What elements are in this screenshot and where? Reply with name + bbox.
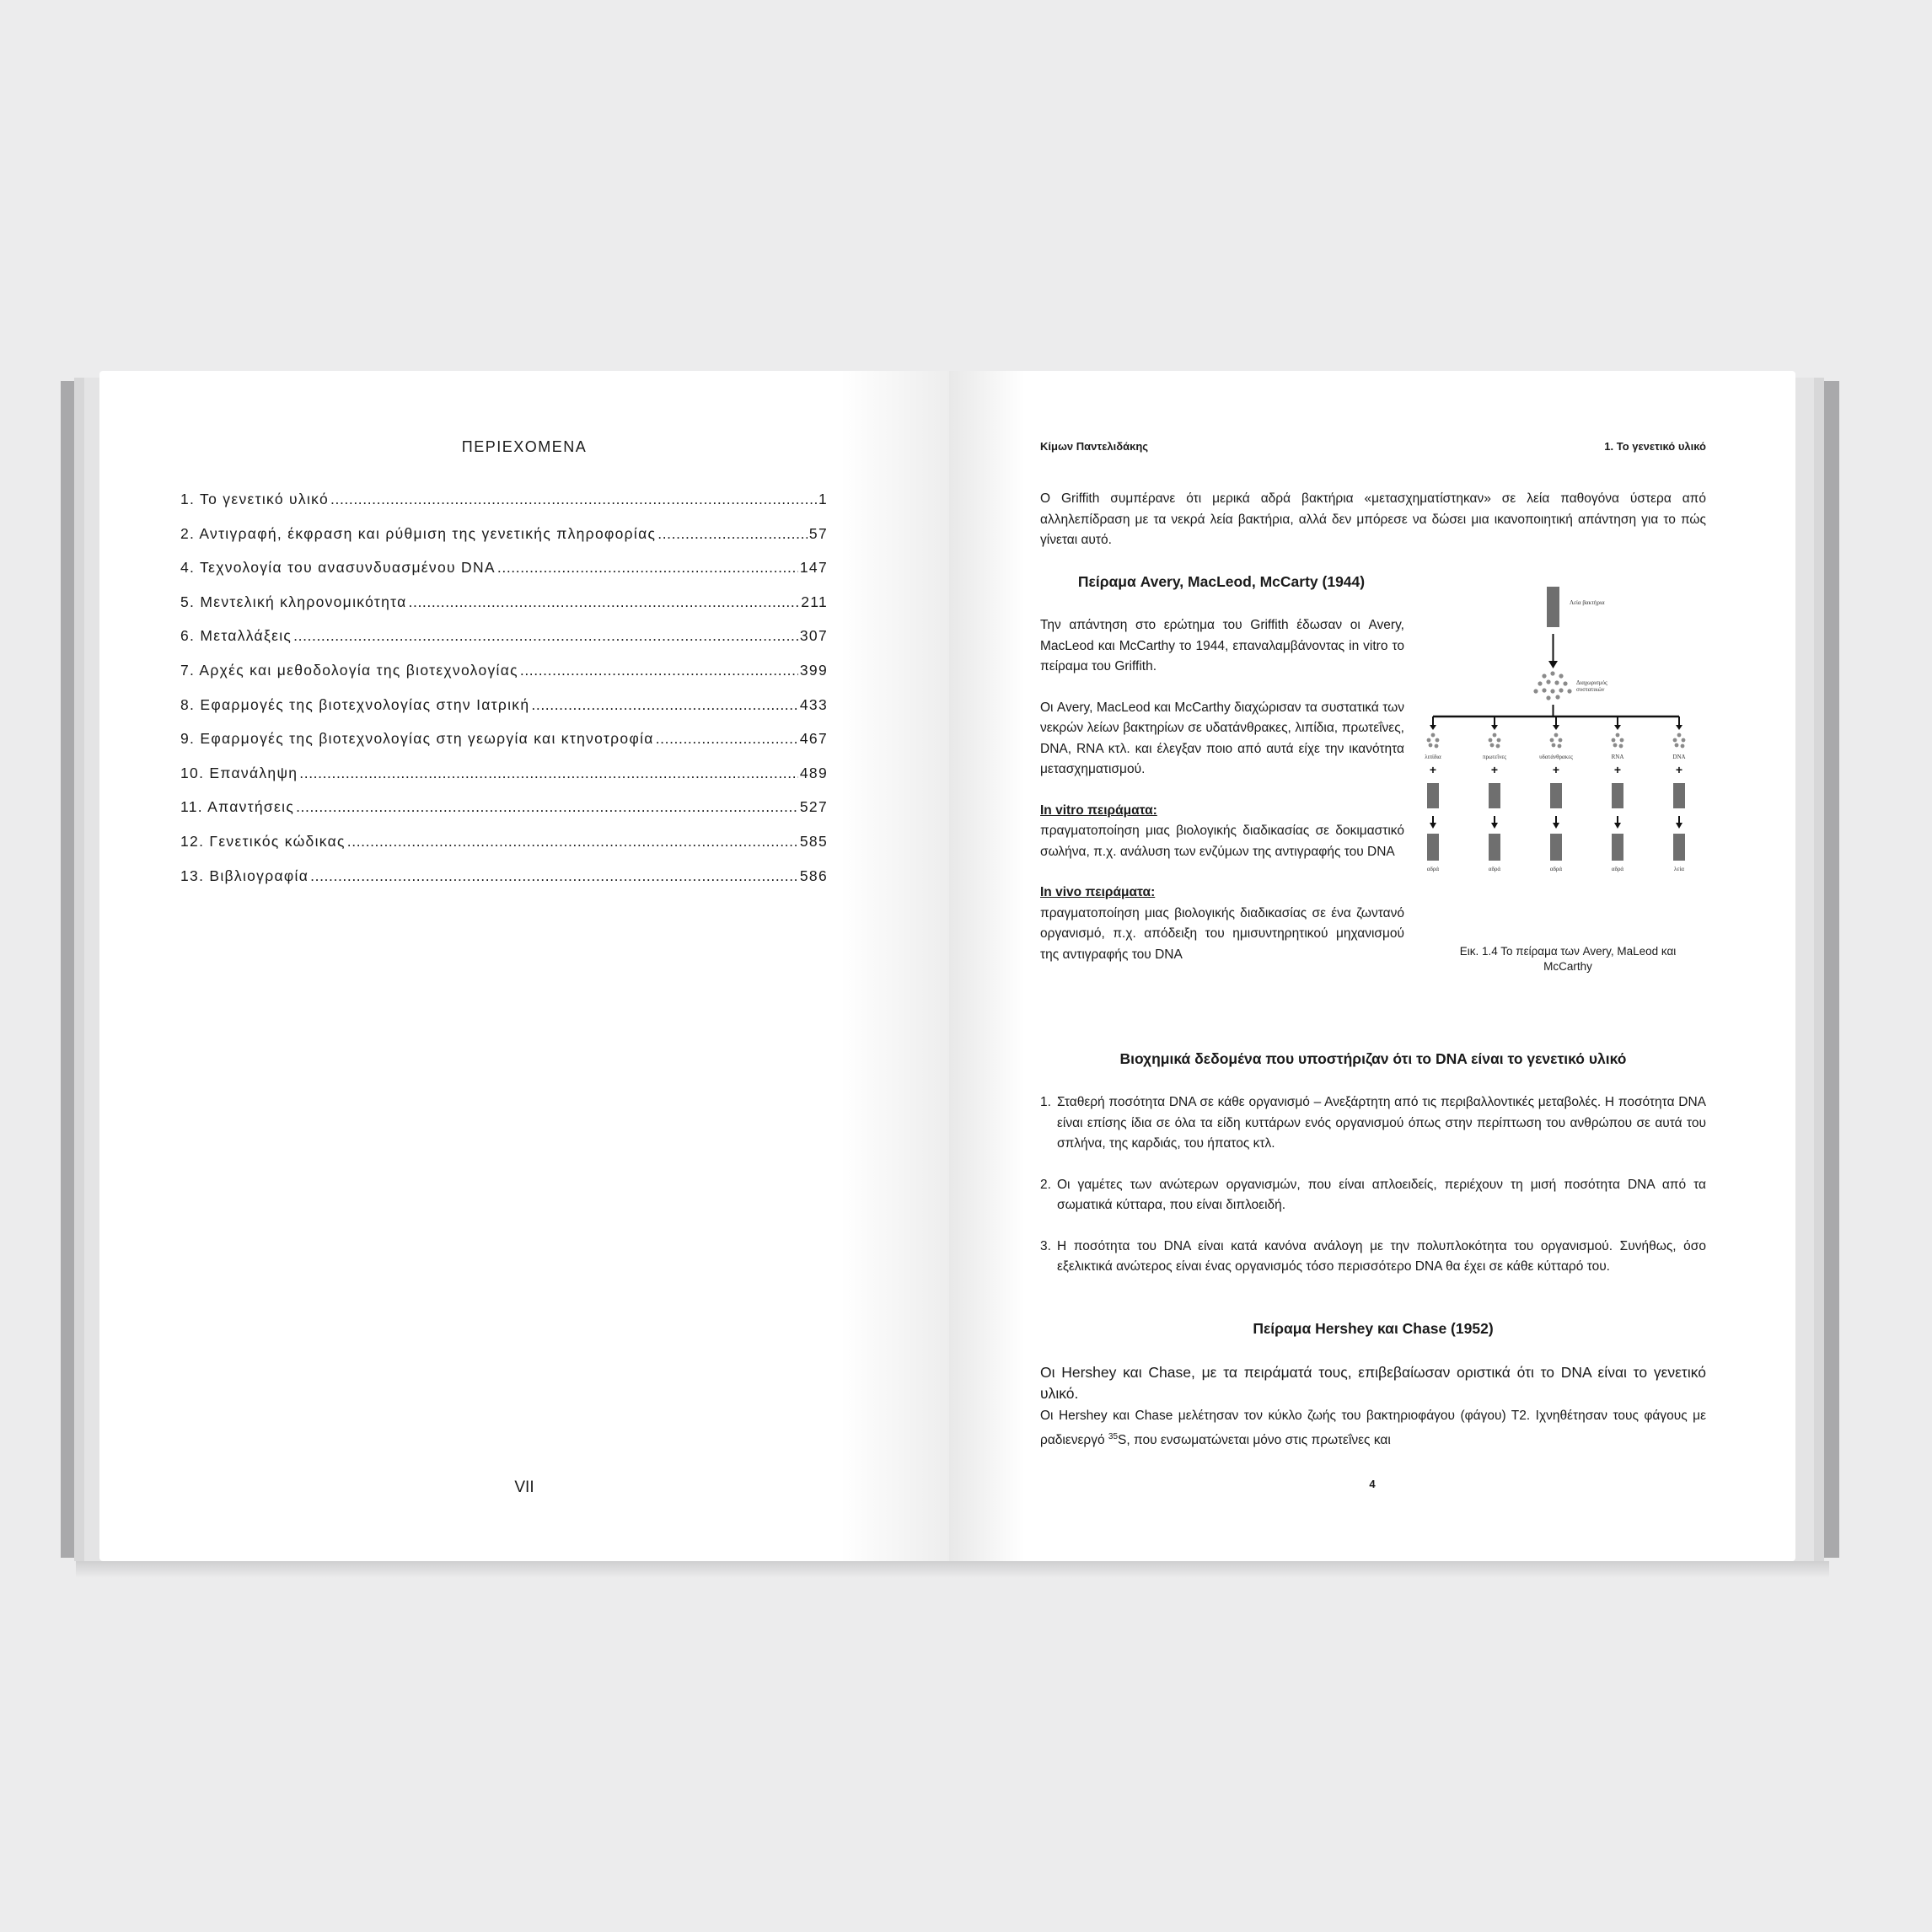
toc-entry [180, 559, 828, 593]
component-dot [1613, 743, 1618, 748]
list-item-text: Οι γαμέτες των ανώτερων οργανισμών, που είναι απλοειδείς, περιέχουν τη μισή ποσότητα DNA από τα σωματικά κύτταρα, που είναι διπλοειδή. [1057, 1177, 1706, 1212]
component-dot [1552, 743, 1556, 748]
biochemical-data-list [1040, 1092, 1706, 1298]
list-item-text: Σταθερή ποσότητα DNA σε κάθε οργανισμό – Ανεξάρτητη από τις περιβαλλοντικές μεταβολές. Η ποσότητα DNA είναι επίσης ίδια σε όλα τα είδη κυττάρων ενός οργανισμού όπως στην περίπτωση του ανθρώπου σε αυτά του σπλήνα, της καρδιάς, του ήπατος κτλ. [1057, 1095, 1706, 1151]
figure-label-separation-2: συστατικών [1576, 686, 1605, 693]
toc-entry [180, 833, 828, 867]
toc-entry-title: 2. Αντιγραφή, έκφραση και ρύθμιση της γενετικής πληροφορίας [180, 524, 657, 542]
rough-bacteria-tube [1427, 783, 1439, 808]
toc-entry [180, 798, 828, 833]
intro-paragraph: O Griffith συμπέρανε ότι μερικά αδρά βακτήρια «μετασχηματίστηκαν» σε λεία παθογόνα ύστερα από αλληλεπίδραση με τα νεκρά λεία βακτήρια, αλλά δεν μπόρεσε να δώσει μια ικανοποιητική απάντηση για το πώς γίνεται αυτό. [1040, 491, 1706, 547]
result-tube [1612, 834, 1623, 861]
running-header-author: Κίμων Παντελιδάκης [1040, 440, 1149, 453]
toc-leader-dots [299, 765, 798, 782]
toc-entry-title: 9. Εφαρμογές της βιοτεχνολογίας στη γεωργία και κτηνοτροφία [180, 730, 654, 748]
avery-text-column [1040, 615, 1404, 985]
page-number-right: 4 [1369, 1478, 1376, 1490]
heading-biochemical-data: Βιοχημικά δεδομένα που υποστήριζαν ότι το DNA είναι το γενετικό υλικό [1119, 1050, 1627, 1067]
hershey-paragraph-2 [1040, 1406, 1706, 1451]
running-header-chapter: 1. Το γενετικό υλικό [1604, 440, 1706, 453]
result-label: αδρά [1549, 866, 1563, 872]
component-label: λιπίδια [1425, 754, 1441, 760]
plus-sign: + [1490, 763, 1499, 776]
toc-leader-dots [310, 867, 798, 885]
toc-entry-page: 211 [801, 593, 828, 610]
hershey-paragraph-1: Οι Hershey και Chase, με τα πειράματά τους, επιβεβαίωσαν οριστικά ότι το DNA είναι το γενετικό υλικό. [1040, 1364, 1706, 1402]
toc-leader-dots [520, 662, 798, 679]
list-item-number: 1. [1040, 1095, 1051, 1109]
book-shadow [76, 1561, 1829, 1578]
result-label: αδρά [1611, 866, 1624, 872]
list-item-number: 3. [1040, 1238, 1051, 1253]
left-page [99, 371, 949, 1561]
toc-entry-title: 5. Μεντελική κληρονομικότητα [180, 593, 407, 610]
component-dot [1612, 738, 1616, 743]
result-arrow-head [1430, 823, 1436, 829]
toc-entry [180, 696, 828, 731]
toc-entry-page: 57 [808, 524, 828, 542]
toc-entry-page: 399 [799, 661, 828, 679]
component-dot [1490, 743, 1495, 748]
toc-leader-dots [656, 730, 798, 748]
component-label: υδατάνθρακες [1539, 754, 1573, 760]
right-page [949, 371, 1795, 1561]
toc-entry-title: 11. Απαντήσεις [180, 798, 295, 816]
toc-entry-title: 12. Γενετικός κώδικας [180, 832, 346, 850]
toc-leader-dots [657, 525, 808, 543]
result-tube [1427, 834, 1439, 861]
result-arrow-head [1676, 823, 1682, 829]
plus-sign: + [1552, 763, 1560, 776]
gutter-shadow [949, 371, 1025, 1561]
list-item [1040, 1237, 1706, 1278]
toc-entry-title: 8. Εφαρμογές της βιοτεχνολογίας στην Ιατρική [180, 695, 530, 713]
toc-entry [180, 730, 828, 765]
component-dot [1677, 733, 1682, 738]
component-label: RNA [1611, 754, 1624, 760]
toc-entry-page: 586 [799, 867, 828, 884]
toc-entry-title: 4. Τεχνολογία του ανασυνδυασμένου DNA [180, 559, 496, 577]
plus-sign: + [1613, 763, 1622, 776]
branch-arrow-head [1553, 725, 1559, 730]
component-label: DNA [1672, 754, 1686, 760]
component-dot [1681, 744, 1685, 749]
toc-entry [180, 765, 828, 799]
hershey-text-b: S, που ενσωματώνεται μόνο στις πρωτεΐνες και [1118, 1432, 1391, 1447]
toc-leader-dots [531, 696, 798, 714]
branch-arrow-head [1676, 725, 1682, 730]
list-item [1040, 1092, 1706, 1155]
rough-bacteria-tube [1489, 783, 1500, 808]
component-dot [1489, 738, 1493, 743]
plus-sign: + [1429, 763, 1437, 776]
result-arrow-head [1553, 823, 1559, 829]
result-label: αδρά [1426, 866, 1440, 872]
toc-entry-page: 467 [799, 730, 828, 748]
gutter-shadow [840, 371, 949, 1561]
toc-list [180, 491, 828, 901]
list-item-number: 2. [1040, 1177, 1051, 1192]
toc-entry-page: 585 [799, 832, 828, 850]
result-tube [1550, 834, 1562, 861]
toc-entry-page: 1 [818, 491, 828, 507]
list-item-text: Η ποσότητα του DNA είναι κατά κανόνα ανάλογη με την πολυπλοκότητα του οργανισμού. Συνήθως, όσο εξελικτικά ανώτερος είναι ένας οργανισμός τόσο περισσότερο DNA θα έχει σε κάθε κύτταρό του. [1057, 1238, 1706, 1274]
toc-entry-page: 527 [799, 798, 828, 816]
component-dot [1558, 744, 1562, 749]
figure-label-smooth-bacteria: Λεία βακτήρια [1570, 599, 1605, 606]
toc-entry-page: 489 [799, 764, 828, 781]
component-dot [1616, 733, 1620, 738]
toc-leader-dots [347, 833, 798, 851]
component-dot [1435, 744, 1439, 749]
toc-entry-page: 433 [799, 695, 828, 713]
toc-leader-dots [330, 491, 817, 508]
toc-entry-title: 10. Επανάληψη [180, 764, 298, 781]
smooth-bacteria-tube [1547, 587, 1559, 627]
toc-leader-dots [409, 593, 800, 611]
component-dot [1493, 733, 1497, 738]
heading-hershey-chase: Πείραμα Hershey και Chase (1952) [1253, 1320, 1494, 1337]
result-label: λεία [1674, 866, 1684, 872]
toc-entry [180, 867, 828, 902]
toc-entry-title: 13. Βιβλιογραφία [180, 867, 309, 884]
component-dot [1427, 738, 1431, 743]
component-dot [1675, 743, 1679, 748]
rough-bacteria-tube [1550, 783, 1562, 808]
toc-entry-page: 147 [799, 559, 828, 577]
page-number-left: VII [514, 1479, 534, 1496]
component-dot [1497, 738, 1501, 743]
result-arrow-head [1491, 823, 1498, 829]
branch-arrow-head [1614, 725, 1621, 730]
toc-entry-page: 307 [799, 627, 828, 645]
toc-leader-dots [296, 798, 798, 816]
avery-paragraph-1: Την απάντηση στο ερώτημα του Griffith έδωσαν οι Avery, MacLeod και McCarthy το 1944, επαναλαμβάνοντας in vitro το πείραμα του Griffith. [1040, 618, 1404, 674]
toc-title: ΠΕΡΙΕΧΟΜΕΝΑ [461, 438, 588, 455]
rough-bacteria-tube [1612, 783, 1623, 808]
component-dot [1550, 738, 1554, 743]
list-item [1040, 1175, 1706, 1216]
arrow-head [1548, 661, 1558, 668]
heading-avery-experiment: Πείραμα Avery, MacLeod, McCarty (1944) [1077, 573, 1366, 590]
toc-entry [180, 627, 828, 662]
toc-entry-title: 1. Το γενετικό υλικό [180, 491, 330, 507]
avery-paragraph-2: Οι Avery, MacLeod και McCarthy διαχώρισαν τα συστατικά των νεκρών λείων βακτηρίων σε υδατάνθρακες, λιπίδια, πρωτεΐνες, DNA, RNA κτλ. και έλεγξαν ποιο από αυτά είχε την ικανότητα μετασχηματισμού. [1040, 700, 1404, 776]
component-dot [1496, 744, 1500, 749]
plus-sign: + [1675, 763, 1683, 776]
toc-entry [180, 593, 828, 628]
avery-experiment-figure [1421, 587, 1708, 873]
hershey-text-a: Οι Hershey και Chase μελέτησαν τον κύκλο ζωής του βακτηριοφάγου (φάγου) Τ2. Ιχνηθέτησαν τους φάγους με ραδιενεργό [1040, 1409, 1706, 1447]
figure-branches [1425, 716, 1685, 872]
result-arrow-head [1614, 823, 1621, 829]
component-dot [1673, 738, 1677, 743]
component-dot [1554, 733, 1559, 738]
result-label: αδρά [1488, 866, 1501, 872]
component-dot [1429, 743, 1433, 748]
component-dot [1431, 733, 1436, 738]
toc-entry-title: 6. Μεταλλάξεις [180, 627, 292, 645]
figure-label-separation-1: Διαχωρισμός [1576, 679, 1607, 686]
in-vivo-label: In vivo πειράματα: [1040, 885, 1156, 899]
in-vitro-definition [1040, 801, 1404, 863]
toc-leader-dots [497, 559, 798, 577]
component-label: πρωτεΐνες [1482, 754, 1507, 760]
isotope-superscript: 35 [1108, 1431, 1119, 1441]
component-dot [1559, 738, 1563, 743]
separated-components-dots [1533, 671, 1571, 700]
toc-entry [180, 662, 828, 696]
toc-entry [180, 525, 828, 560]
component-dot [1682, 738, 1686, 743]
component-dot [1436, 738, 1440, 743]
toc-leader-dots [293, 627, 798, 645]
page-stack-right [1794, 378, 1814, 1561]
in-vivo-definition [1040, 883, 1404, 965]
branch-arrow-head [1491, 725, 1498, 730]
branch-arrow-head [1430, 725, 1436, 730]
toc-entry [180, 491, 828, 525]
result-tube [1489, 834, 1500, 861]
component-dot [1619, 744, 1623, 749]
figure-caption: Εικ. 1.4 Το πείραμα των Avery, MaLeod και McCarthy [1459, 945, 1677, 973]
in-vitro-label: In vitro πειράματα: [1040, 802, 1157, 818]
in-vitro-text: πραγματοποίηση μιας βιολογικής διαδικασίας σε δοκιμαστικό σωλήνα, π.χ. ανάλυση των ενζύμων της αντιγραφής του DNA [1040, 824, 1404, 859]
result-tube [1673, 834, 1685, 861]
toc-entry-title: 7. Αρχές και μεθοδολογία της βιοτεχνολογίας [180, 661, 518, 679]
component-dot [1620, 738, 1624, 743]
in-vivo-text: πραγματοποίηση μιας βιολογικής διαδικασίας σε ένα ζωντανό οργανισμό, π.χ. απόδειξη του ημισυντηρητικού μηχανισμού της αντιγραφής του DNA [1040, 905, 1404, 962]
rough-bacteria-tube [1673, 783, 1685, 808]
